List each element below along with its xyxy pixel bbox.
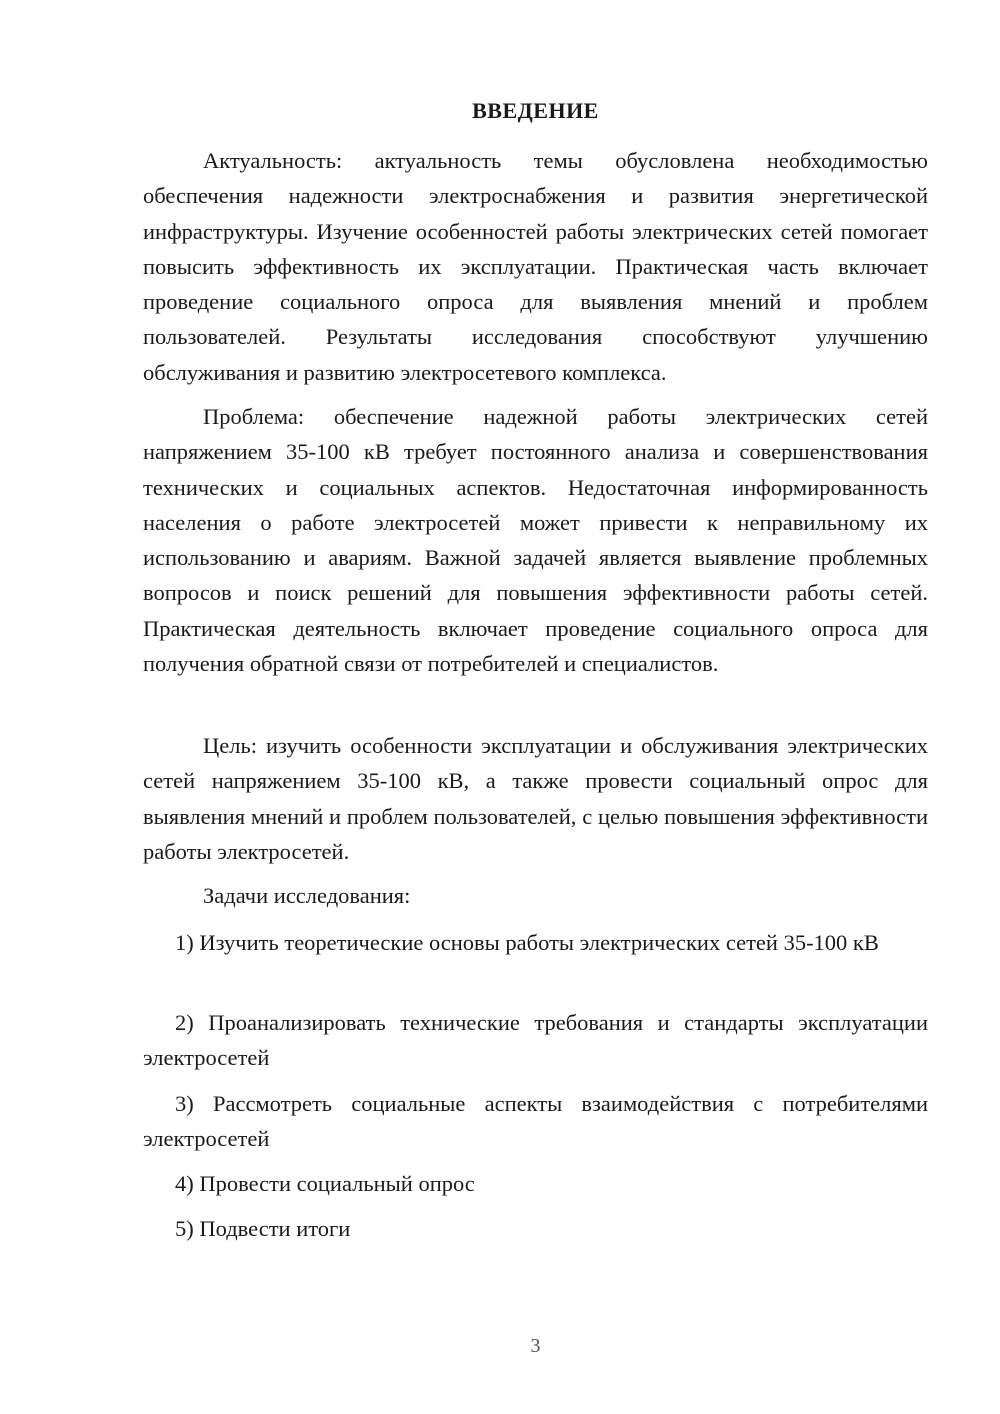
document-page: [143, 0, 928, 1414]
task-item-2: 2) Проанализировать технические требования и стандарты эксплуатации электросетей: [143, 1010, 928, 1071]
task-item-1: 1) Изучить теоретические основы работы электрических сетей 35-100 кВ: [175, 930, 879, 955]
goal-paragraph: Цель: изучить особенности эксплуатации и обслуживания электрических сетей напряжением 35-100 кВ, а также провести социальный опрос для выявления мнений и проблем пользователей, с целью повышения эффективности работы электросетей.: [143, 733, 928, 864]
section-title: ВВЕДЕНИЕ: [472, 98, 599, 123]
problem-paragraph: Проблема: обеспечение надежной работы электрических сетей напряжением 35-100 кВ требует постоянного анализа и совершенствования технических и социальных аспектов. Недостаточная информированность населения о работе электросетей может привести к неправильному их использованию и авариям. Важной задачей является выявление проблемных вопросов и поиск решений для повышения эффективности работы сетей. Практическая деятельность включает проведение социального опроса для получения обратной связи от потребителей и специалистов.: [143, 404, 928, 677]
tasks-heading: Задачи исследования:: [203, 883, 411, 908]
relevance-paragraph: Актуальность: актуальность темы обусловлена необходимостью обеспечения надежности электроснабжения и развития энергетической инфраструктуры. Изучение особенностей работы электрических сетей помогает повысить эффективность их эксплуатации. Практическая часть включает проведение социального опроса для выявления мнений и проблем пользователей. Результаты исследования способствуют улучшению обслуживания и развитию электросетевого комплекса.: [143, 148, 928, 385]
task-item-4: 4) Провести социальный опрос: [175, 1171, 475, 1196]
task-item-5: 5) Подвести итоги: [175, 1216, 351, 1241]
page-number: 3: [530, 1335, 541, 1357]
task-item-3: 3) Рассмотреть социальные аспекты взаимодействия с потребителями электросетей: [143, 1091, 928, 1152]
